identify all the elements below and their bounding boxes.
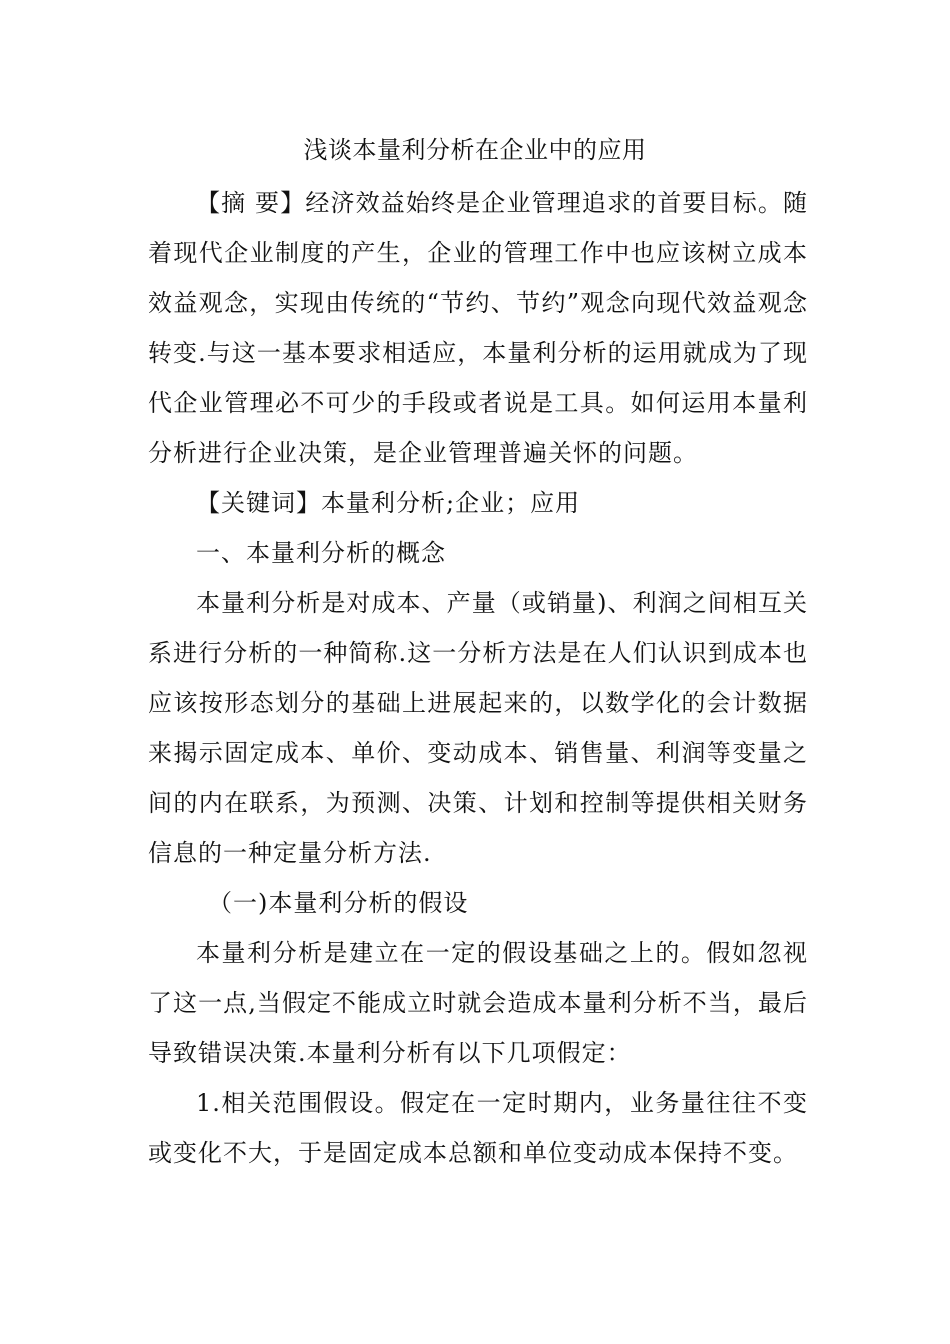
keywords-paragraph: 【关键词】本量利分析;企业；应用 xyxy=(196,489,581,517)
body-paragraph-concept: 本量利分析是对成本、产量（或销量)、利润之间相互关系进行分析的一种简称.这一分析方法是在人们认识到成本也应该按形态划分的基础上进展起来的，以数学化的会计数据来揭示固定成本、单价、变动成本、销售量、利润等变量之间的内在联系，为预测、决策、计划和控制等提供相关财务信息的一种定量分析方法. xyxy=(148,589,808,867)
body-paragraph-range-assumption: 1.相关范围假设。假定在一定时期内，业务量往往不变或变化不大，于是固定成本总额和单位变动成本保持不变。 xyxy=(148,1089,808,1167)
subsection-heading-1: （一)本量利分析的假设 xyxy=(208,889,469,917)
abstract-paragraph: 【摘 要】经济效益始终是企业管理追求的首要目标。随着现代企业制度的产生，企业的管理工作中也应该树立成本效益观念，实现由传统的“节约、节约”观念向现代效益观念转变.与这一基本要求相适应，本量利分析的运用就成为了现代企业管理必不可少的手段或者说是工具。如何运用本量利分析进行企业决策，是企业管理普遍关怀的问题。 xyxy=(148,189,808,467)
body-paragraph-assumptions: 本量利分析是建立在一定的假设基础之上的。假如忽视了这一点,当假定不能成立时就会造成本量利分析不当，最后导致错误决策.本量利分析有以下几项假定： xyxy=(148,939,808,1067)
document-title: 浅谈本量利分析在企业中的应用 xyxy=(303,136,647,164)
section-heading-1: 一、本量利分析的概念 xyxy=(196,539,446,567)
document-body xyxy=(148,178,808,1178)
